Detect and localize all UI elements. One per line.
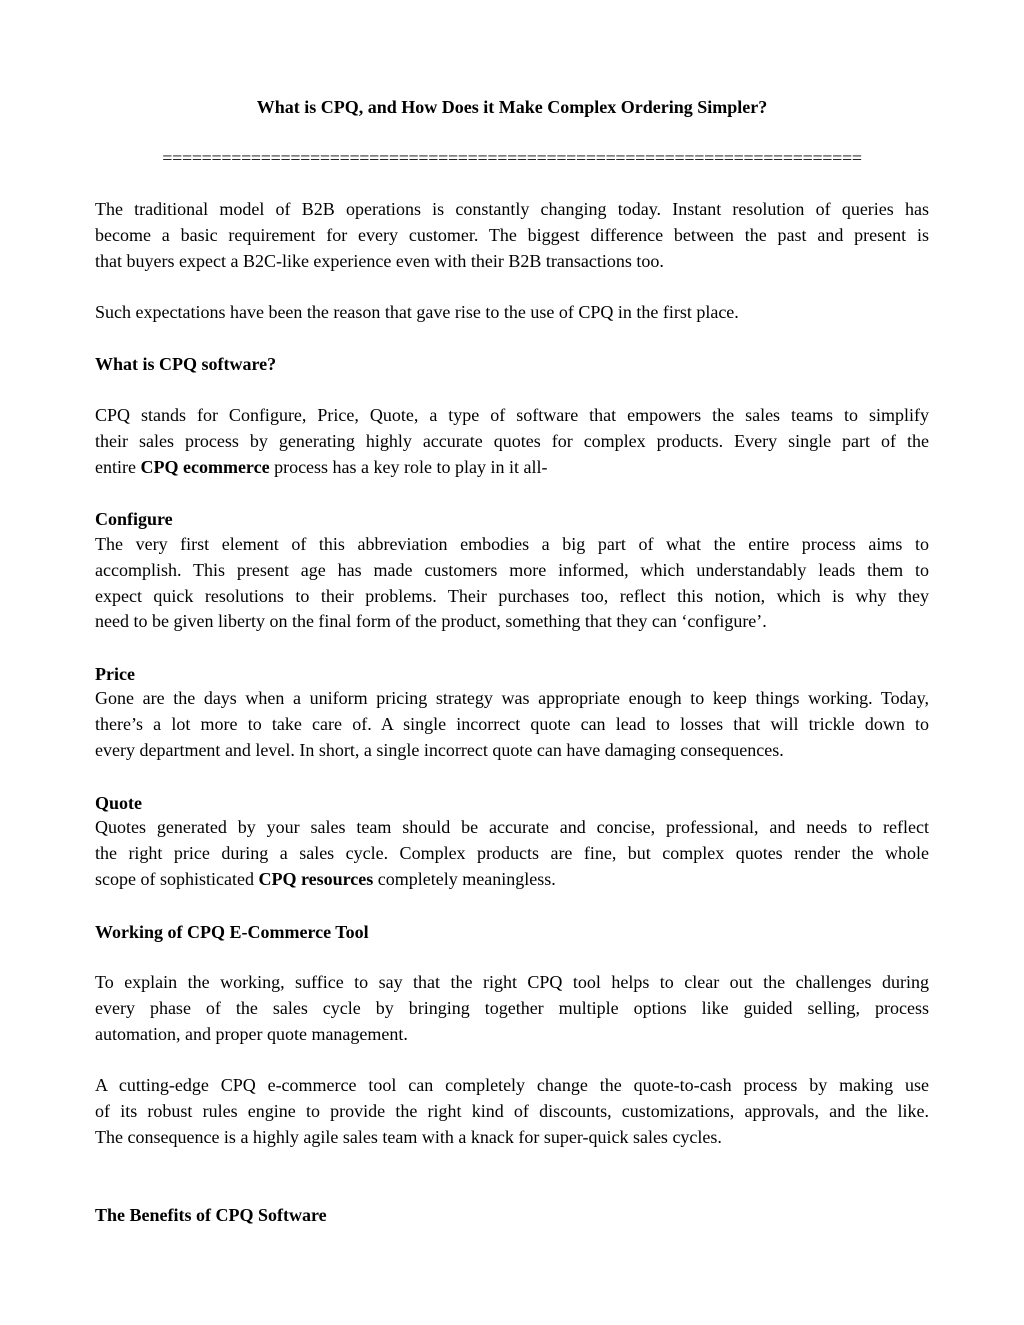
working-p2-line-3: The consequence is a highly agile sales team with a knack for super-quick sales cycles. [95, 1126, 722, 1147]
what-is-line-3 [95, 455, 929, 481]
document-title: What is CPQ, and How Does it Make Complex Ordering Simpler? [256, 97, 768, 117]
what-is-line-3-end: process has a key role to play in it all- [269, 456, 548, 477]
intro-line-1: The traditional model of B2B operations is constantly changing today. Instant resolution of queries has [95, 199, 929, 219]
price-heading: Price [95, 664, 135, 684]
price-line-3: every department and level. In short, a single incorrect quote can have damaging consequences. [95, 739, 784, 760]
what-is-line-1: CPQ stands for Configure, Price, Quote, a type of software that empowers the sales teams to simplify [95, 405, 929, 425]
working-p2-line-1: A cutting-edge CPQ e-commerce tool can completely change the quote-to-cash process by making use [95, 1075, 929, 1095]
configure-line-4: need to be given liberty on the final form of the product, something that they can ‘configure’. [95, 611, 767, 632]
quote-line-3-end: completely meaningless. [373, 868, 556, 889]
price-line-1: Gone are the days when a uniform pricing strategy was appropriate enough to keep things working. Today, [95, 688, 929, 708]
intro-line-3: that buyers expect a B2C-like experience even with their B2B transactions too. [95, 250, 664, 271]
cpq-ecommerce-bold: CPQ ecommerce [140, 456, 270, 477]
working-p1-line-3: automation, and proper quote management. [95, 1023, 408, 1044]
configure-line-2: accomplish. This present age has made customers more informed, which understandably leads them to [95, 559, 929, 580]
working-paragraph-2 [95, 1073, 929, 1150]
quote-line-3 [95, 867, 929, 893]
intro-paragraph [95, 197, 929, 274]
cpq-resources-bold: CPQ resources [258, 868, 374, 889]
quote-line-2: the right price during a sales cycle. Complex products are fine, but complex quotes render the whole [95, 842, 929, 863]
what-is-line-3-start: entire [95, 456, 141, 477]
title-separator: ======================================================================= [162, 148, 862, 168]
intro-line-2: become a basic requirement for every customer. The biggest difference between the past and present is [95, 224, 929, 245]
benefits-heading: The Benefits of CPQ Software [95, 1205, 327, 1225]
configure-heading: Configure [95, 509, 173, 529]
quote-line-3-start: scope of sophisticated [95, 868, 259, 889]
quote-heading: Quote [95, 793, 142, 813]
working-p1-line-1: To explain the working, suffice to say that the right CPQ tool helps to clear out the challenges during [95, 972, 929, 992]
intro-paragraph-2 [95, 300, 929, 326]
what-is-cpq-heading: What is CPQ software? [95, 354, 277, 374]
what-is-cpq-paragraph [95, 403, 929, 480]
working-heading: Working of CPQ E-Commerce Tool [95, 922, 369, 942]
what-is-line-2: their sales process by generating highly accurate quotes for complex products. Every single part of the [95, 430, 929, 451]
quote-line-1: Quotes generated by your sales team should be accurate and concise, professional, and needs to reflect [95, 817, 929, 837]
working-p1-line-2: every phase of the sales cycle by bringing together multiple options like guided selling, process [95, 997, 929, 1018]
configure-line-1: The very first element of this abbreviation embodies a big part of what the entire process aims to [95, 534, 929, 554]
working-paragraph-1 [95, 970, 929, 1047]
intro-p2-line: Such expectations have been the reason that gave rise to the use of CPQ in the first place. [95, 302, 739, 322]
price-line-2: there’s a lot more to take care of. A single incorrect quote can lead to losses that will trickle down to [95, 713, 929, 734]
quote-paragraph [95, 815, 929, 892]
price-paragraph [95, 686, 929, 763]
configure-paragraph [95, 532, 929, 635]
working-p2-line-2: of its robust rules engine to provide the right kind of discounts, customizations, approvals, and the like. [95, 1100, 929, 1121]
configure-line-3: expect quick resolutions to their problems. Their purchases too, reflect this notion, which is why they [95, 585, 929, 606]
